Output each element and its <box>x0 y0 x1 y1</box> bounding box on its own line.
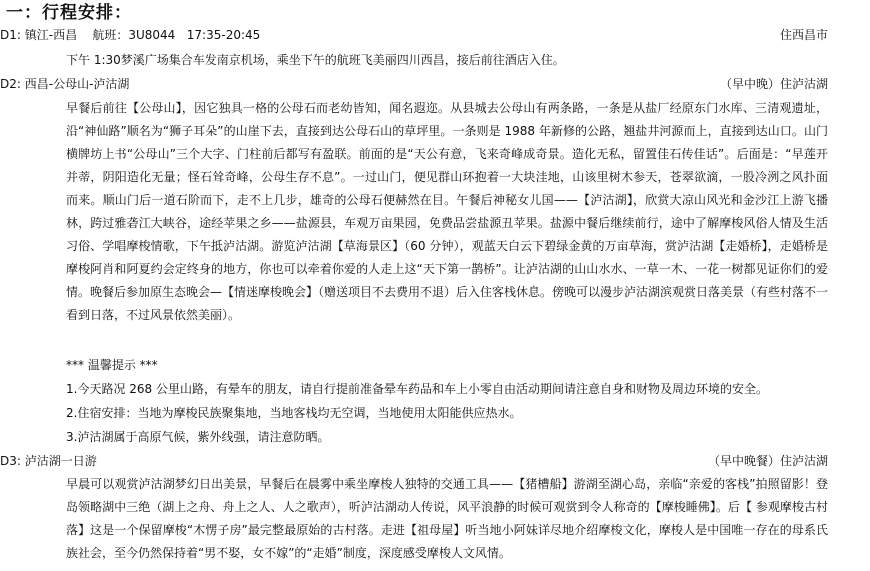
day2-label: D2: <box>0 77 21 91</box>
day1-flight: 航班：3U8044 <box>92 28 176 42</box>
day2-meals-stay <box>720 74 828 94</box>
tips-heading: *** 温馨提示 *** <box>66 358 158 372</box>
day3-meals: （早中晚餐） <box>707 454 780 468</box>
tip-item-3: 3.泸沽湖属于高原气候，紫外线强，请注意防晒。 <box>66 430 330 444</box>
day1-time: 17:35-20:45 <box>186 28 261 42</box>
tip-item-1: 1.今天路况 268 公里山路，有晕车的朋友，请自行提前准备晕车药品和车上小零自由活动期间请注意自身和财物及周边环境的安全。 <box>66 382 768 396</box>
day3-header <box>0 451 828 471</box>
day3-route: 泸沽湖一日游 <box>24 454 97 468</box>
day3-stay: 住泸沽湖 <box>779 454 828 468</box>
day1-label: D1: <box>0 28 21 42</box>
day3-line <box>0 451 97 471</box>
day1-line <box>0 25 260 45</box>
day1-stay: 住西昌市 <box>779 28 828 42</box>
day3-label: D3: <box>0 454 21 468</box>
tip-item-2: 2.住宿安排：当地为摩梭民族聚集地，当地客栈均无空调，当地使用太阳能供应热水。 <box>66 406 522 420</box>
section-title: 一：行程安排： <box>6 3 132 23</box>
day2-meals: （早中晚） <box>719 77 780 91</box>
day2-route: 西昌-公母山-泸沽湖 <box>24 77 130 91</box>
day1-route: 镇江-西昌 <box>24 28 78 42</box>
day3-text: 早晨可以观赏泸沽湖梦幻日出美景，早餐后在晨雾中乘坐摩梭人独特的交通工具——【猪槽船】游湖至湖心岛，亲临“亲爱的客栈”拍照留影！登岛领略湖中三绝（湖上之舟、舟上之人、人之歌声），听泸沽湖动人传说，风平浪静的时候可观赏到令人称奇的【摩梭睡佛】。后【 参观摩梭古村落】这是一个保留摩梭“木愣子房”最完整最原始的古村落。走进【祖母屋】听当地小阿妹详尽地介绍摩梭文化，摩梭人是中国唯一存在的母系氏族社会，至今仍然保持着“男不娶，女不嫁”的“走婚”制度，深度感受摩梭人文风情。 <box>66 477 828 560</box>
day1-header <box>0 25 828 45</box>
day1-text: 下午 1:30梦溪广场集合车发南京机场，乘坐下午的航班飞美丽四川西昌，接后前往酒店入住。 <box>66 53 565 67</box>
day3-meals-stay <box>708 451 828 471</box>
day2-stay: 住泸沽湖 <box>779 77 828 91</box>
day2-header <box>0 74 828 94</box>
day2-line <box>0 74 129 94</box>
day2-text: 早餐后前往【公母山】，因它独具一格的公母石而老幼皆知，闻名遐迩。从县城去公母山有两条路，一条是从盐厂经原东门水库、三清观遗址，沿“神仙路”顺名为“狮子耳朵”的山崖下去，直接到达公母石山的草坪里。一条则是 1988 年新修的公路，翘盐井河源而上，直接到达山口。山门横牌坊上书“公母山”三个大字、门柱前后都写有盈联。前面的是“天公有意，飞来奇峰成奇景。造化无私，留置佳石传佳话”。后面是：“早莲开并蒂，阴阳造化无量；怪石耸奇峰，公母生存不息”。一过山门，便见群山环抱着一大块洼地，山该里树木参天，苍翠欲滴，一股冷洌之风扑面而来。顺山门后一道石阶而下，走不上几步，雄奇的公母石便赫然在目。午餐后神秘女儿国——【泸沽湖】，欣赏大凉山风光和金沙江上游飞播林，跨过雅砻江大峡谷，途经苹果之乡——盐源县，车观万亩果园，免费品尝盐源丑苹果。盐源中餐后继续前行，途中了解摩梭风俗人情及生活习俗、学唱摩梭情歌，下午抵泸沽湖。游览泸沽湖【草海景区】（60 分钟），观蓝天白云下碧绿金黄的万亩草海，赏泸沽湖【走婚桥】，走婚桥是摩梭阿肖和阿夏约会定终身的地方，你也可以牵着你爱的人走上这“天下第一鹊桥”。让泸沽湖的山山水水、一草一木、一花一树都见证你们的爱情。晚餐后参加原生态晚会—【情迷摩梭晚会】（赠送项目不去费用不退）后入住客栈休息。傍晚可以漫步泸沽湖滨观赏日落美景（有些村落不一看到日落，不过风景依然美丽）。 <box>66 101 829 322</box>
